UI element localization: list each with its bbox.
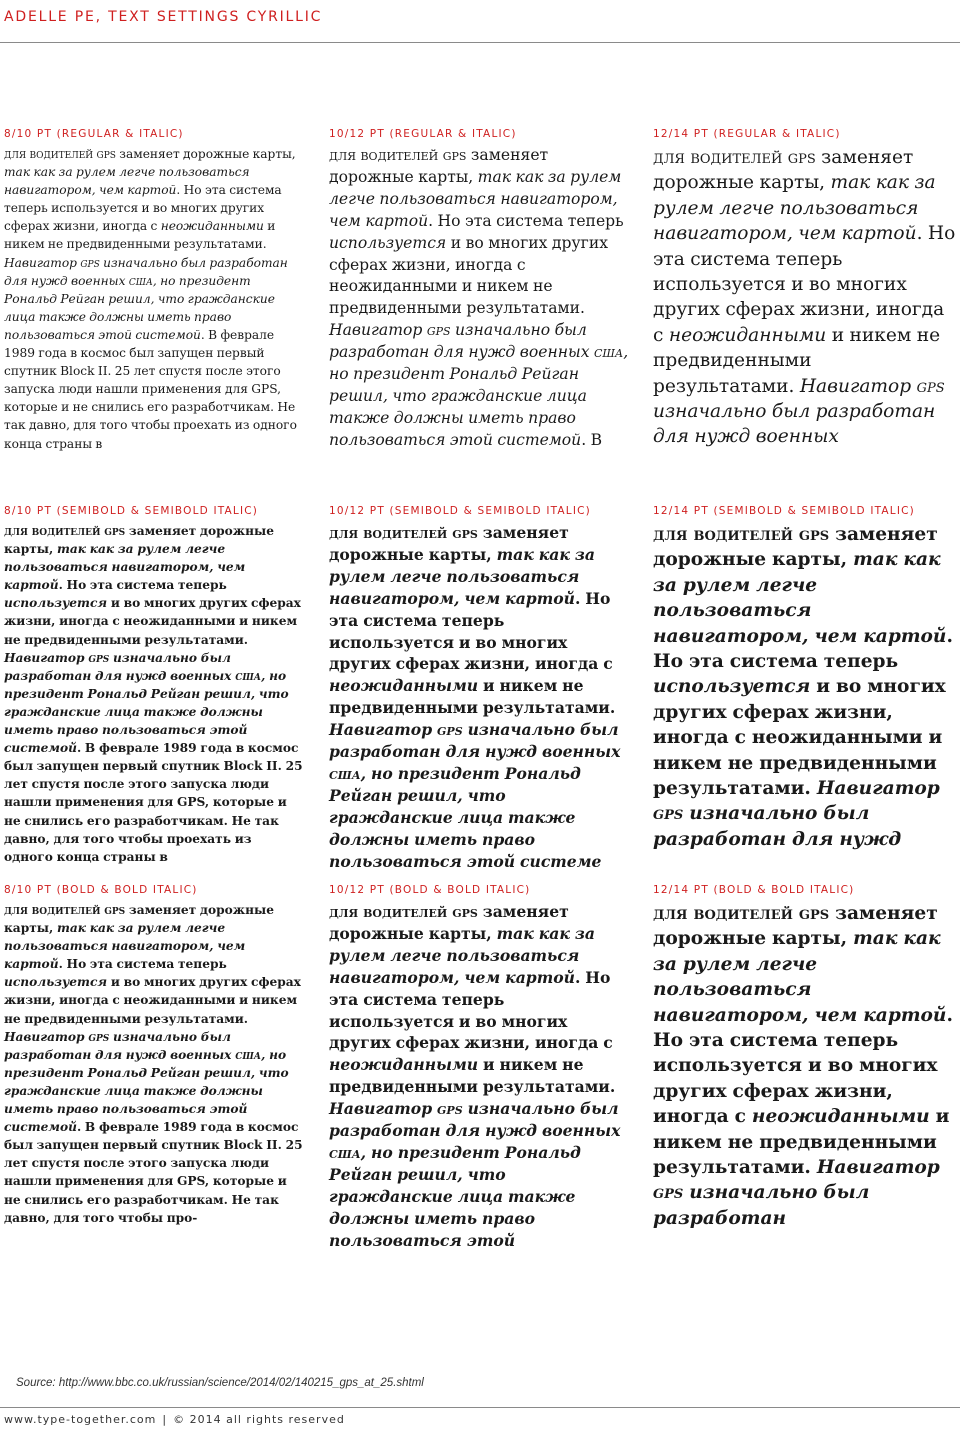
text-run: неожиданными [329, 1055, 479, 1075]
text-run: и во многих других сферах жизни, иногда с неожиданными и никем не предвиденными результатами. [329, 233, 609, 318]
text-run: . Но эта система теперь используется и во многих других сферах жизни, иногда с [653, 223, 956, 346]
sample-12-14-regular [653, 128, 958, 458]
text-run: Навигатор [799, 375, 917, 397]
sample-label: 12/14 PT (REGULAR & ITALIC) [653, 128, 841, 140]
text-run: заменяет дорожные карты, [4, 524, 275, 557]
text-run: Навигатор [4, 1029, 89, 1044]
text-run: . В феврале 1989 года в космос был запущен первый спутник Block II. 25 лет спустя после этого запуска люди нашли применения для GPS, которые и не снились его разработчикам. Не так давно, для того чтобы про- [4, 1120, 303, 1225]
sample-text [653, 145, 958, 450]
footer-copyright: © 2014 all rights reserved [173, 1413, 345, 1426]
text-run: gps [653, 1182, 684, 1204]
sample-text [653, 522, 958, 852]
text-run: так как за рулем легче пользоваться навигатором, чем картой [4, 542, 246, 593]
text-run: gps [104, 524, 126, 538]
text-run: gps [437, 720, 463, 740]
text-run: для водителей [4, 147, 97, 161]
sample-label: 12/14 PT (SEMIBOLD & SEMIBOLD ITALIC) [653, 505, 915, 517]
sample-label: 8/10 PT (SEMIBOLD & SEMIBOLD ITALIC) [4, 505, 259, 517]
text-run: . Но эта система теперь используется и во многих других сферах жизни, иногда с [329, 588, 613, 674]
sample-text [329, 145, 629, 452]
text-run: gps [442, 146, 467, 164]
text-run: так как за рулем легче пользоваться навигатором, чем картой [653, 172, 936, 245]
text-run: gps [916, 375, 945, 397]
text-run: , но президент Рональд Рейган решил, что гражданские лица также должны иметь право пользоваться этой системой [4, 1047, 289, 1135]
text-run: и никем не предвиденными результатами. [4, 219, 276, 252]
text-run: сша [593, 343, 624, 362]
sample-label: 10/12 PT (SEMIBOLD & SEMIBOLD ITALIC) [329, 505, 591, 517]
text-run: gps [798, 524, 830, 545]
sample-10-12-semibold [329, 505, 629, 871]
text-run: , но президент Рональд Рейган решил, что гражданские лица также должны иметь право пользоваться этой [329, 1142, 581, 1250]
text-run: , но президент Рональд Рейган решил, что гражданские лица также должны иметь право пользоваться этой системой [4, 668, 289, 756]
sample-text [4, 522, 304, 866]
source-citation: Source: http://www.bbc.co.uk/russian/science/2014/02/140215_gps_at_25.shtml [16, 1377, 424, 1389]
text-run: неожиданными [668, 324, 827, 346]
sample-10-12-regular [329, 128, 629, 458]
text-run: так как за рулем легче пользоваться навигатором, чем картой [653, 549, 947, 647]
text-run: неожиданными [160, 219, 264, 234]
text-run: и во многих других сферах жизни, иногда с неожиданными и никем не предвиденными результатами. [653, 676, 946, 800]
text-run: заменяет дорожные карты, [329, 146, 549, 186]
text-run: так как за рулем легче пользоваться навигатором, чем картой [4, 921, 246, 972]
text-run: и никем не предвиденными результатами. [653, 324, 941, 397]
text-run: используется [4, 975, 108, 990]
page-title: ADELLE PE, TEXT SETTINGS CYRILLIC [4, 9, 323, 25]
text-run: заменяет дорожные карты, [653, 903, 938, 950]
text-run: и во многих других сферах жизни, иногда с неожиданными и никем не предвиденными результатами. [4, 596, 301, 647]
text-run: . Но эта система теперь используется и во многих других сферах жизни, иногда с [653, 1004, 953, 1128]
text-run: изначально был разработан [653, 1182, 870, 1229]
footer-site-link[interactable]: www.type-together.com [4, 1413, 157, 1426]
text-run: . В феврале 1989 года в космос был запущен первый спутник Block II. 25 лет спустя после этого запуска люди нашли применения для GPS, которые и не снились его разработчикам. Не так давно, для того чтобы проехать из одного конца страны в [4, 327, 297, 451]
text-run: изначально был разработан для нужд военных [4, 650, 236, 683]
text-run: для водителей [653, 147, 788, 168]
text-run: gps [798, 903, 830, 924]
text-run: так как за рулем легче пользоваться навигатором, чем картой [4, 165, 250, 198]
text-run: gps [104, 903, 126, 917]
text-run: изначально был разработан для нужд военных [329, 321, 594, 362]
text-run: изначально был разработан для нужд военных [4, 1029, 236, 1062]
text-run: . Но эта система теперь [653, 625, 953, 673]
text-run: так как за рулем легче пользоваться навигатором, чем картой [329, 167, 622, 230]
text-run: сша [235, 668, 262, 683]
text-run: используется [653, 676, 811, 698]
text-run: , но президент Рональд Рейган решил, что гражданские лица также должны иметь право пользоваться этой системой [329, 343, 629, 449]
text-run: для водителей [4, 903, 105, 917]
text-run: . Но эта система теперь [58, 957, 227, 972]
text-run: Навигатор [329, 1099, 438, 1119]
text-run: gps [96, 147, 116, 161]
text-run: gps [437, 1099, 463, 1119]
text-run: заменяет дорожные карты, [4, 903, 275, 936]
text-run: для водителей [329, 146, 443, 164]
footer-separator: | [162, 1413, 168, 1426]
text-run: так как за рулем легче пользоваться навигатором, чем картой [329, 923, 595, 987]
text-run: . В феврале 1989 года в космос был запущен первый спутник Block II. 25 лет спустя после этого запуска люди нашли применения для GPS, которые и не снились его разработчикам. Не так давно, для того чтобы проехать из одного конца страны в [4, 741, 303, 864]
text-run: так как за рулем легче пользоваться навигатором, чем картой [329, 544, 595, 608]
text-run: изначально был разработан для нужд [653, 803, 902, 850]
text-run: неожиданными [329, 676, 479, 696]
text-run: gps [88, 1029, 110, 1044]
sample-label: 8/10 PT (BOLD & BOLD ITALIC) [4, 884, 198, 896]
sample-label: 10/12 PT (BOLD & BOLD ITALIC) [329, 884, 531, 896]
sample-8-10-regular [4, 128, 304, 458]
text-run: Навигатор [4, 255, 81, 270]
text-run: сша [235, 1047, 262, 1062]
text-run: заменяет дорожные карты, [653, 524, 938, 571]
text-run: Навигатор [329, 321, 427, 340]
text-run: неожиданными [751, 1106, 930, 1128]
sample-text [329, 522, 629, 873]
sample-text [4, 145, 304, 453]
text-run: используется [4, 596, 108, 611]
text-run: заменяет дорожные карты, [329, 523, 569, 564]
sample-label: 8/10 PT (REGULAR & ITALIC) [4, 128, 184, 140]
text-run: изначально был разработан для нужд военных [329, 720, 621, 762]
text-run: для водителей [653, 903, 799, 924]
text-run: Навигатор [4, 650, 89, 665]
sample-label: 12/14 PT (BOLD & BOLD ITALIC) [653, 884, 855, 896]
text-run: заменяет дорожные карты, [653, 147, 914, 194]
text-run: gps [653, 803, 684, 825]
text-run: изначально был разработан для нужд военных [4, 255, 288, 288]
text-run: изначально был разработан для нужд военных [653, 401, 936, 448]
text-run: Навигатор [816, 1157, 940, 1179]
text-run: заменяет дорожные карты, [115, 147, 296, 161]
text-run: для водителей [653, 524, 799, 545]
text-run: Навигатор [816, 778, 940, 800]
sample-label: 10/12 PT (REGULAR & ITALIC) [329, 128, 517, 140]
text-run: и во многих других сферах жизни, иногда с неожиданными и никем не предвиденными результатами. [4, 975, 301, 1026]
text-run: и никем не предвиденными результатами. [329, 1055, 616, 1097]
sample-text [329, 901, 629, 1252]
text-run: . Но эта система теперь [58, 578, 227, 593]
text-run: gps [426, 321, 451, 340]
sample-8-10-semibold [4, 505, 304, 864]
text-run: , но президент Рональд Рейган решил, что гражданские лица также должны иметь право пользоваться этой системой [4, 273, 275, 342]
header-rule [0, 42, 960, 43]
sample-8-10-bold [4, 884, 304, 1225]
text-run: для водителей [4, 524, 105, 538]
text-run: gps [80, 255, 100, 270]
text-run: gps [452, 523, 478, 542]
text-run: сша [329, 763, 361, 783]
text-run: используется [329, 233, 447, 252]
text-run: . Но эта система теперь используется и во многих других сферах жизни, иногда с [329, 967, 613, 1053]
text-run: и никем не предвиденными результатами. [329, 676, 616, 718]
text-run: . В [581, 430, 603, 449]
sample-text [653, 901, 958, 1231]
sample-text [4, 901, 304, 1227]
text-run: gps [88, 650, 110, 665]
sample-12-14-semibold [653, 505, 958, 850]
footer [4, 1413, 345, 1426]
footer-rule [0, 1407, 960, 1408]
text-run: . Но эта система теперь [428, 211, 624, 230]
text-run: заменяет дорожные карты, [329, 902, 569, 943]
text-run: gps [787, 147, 816, 168]
text-run: Навигатор [329, 720, 438, 740]
text-run: для водителей [329, 523, 453, 542]
text-run: так как за рулем легче пользоваться навигатором, чем картой [653, 928, 947, 1026]
text-run: сша [329, 1142, 361, 1162]
text-run: изначально был разработан для нужд военных [329, 1099, 621, 1141]
sample-12-14-bold [653, 884, 958, 1229]
text-run: для водителей [329, 902, 453, 921]
text-run: , но президент Рональд Рейган решил, что гражданские лица также должны иметь право пользоваться этой системе [329, 763, 602, 871]
text-run: сша [128, 273, 153, 288]
text-run: gps [452, 902, 478, 921]
text-run: . Но эта система теперь используется и во многих других сферах жизни, иногда с [4, 183, 282, 234]
text-run: и никем не предвиденными результатами. [653, 1106, 950, 1179]
sample-10-12-bold [329, 884, 629, 1250]
